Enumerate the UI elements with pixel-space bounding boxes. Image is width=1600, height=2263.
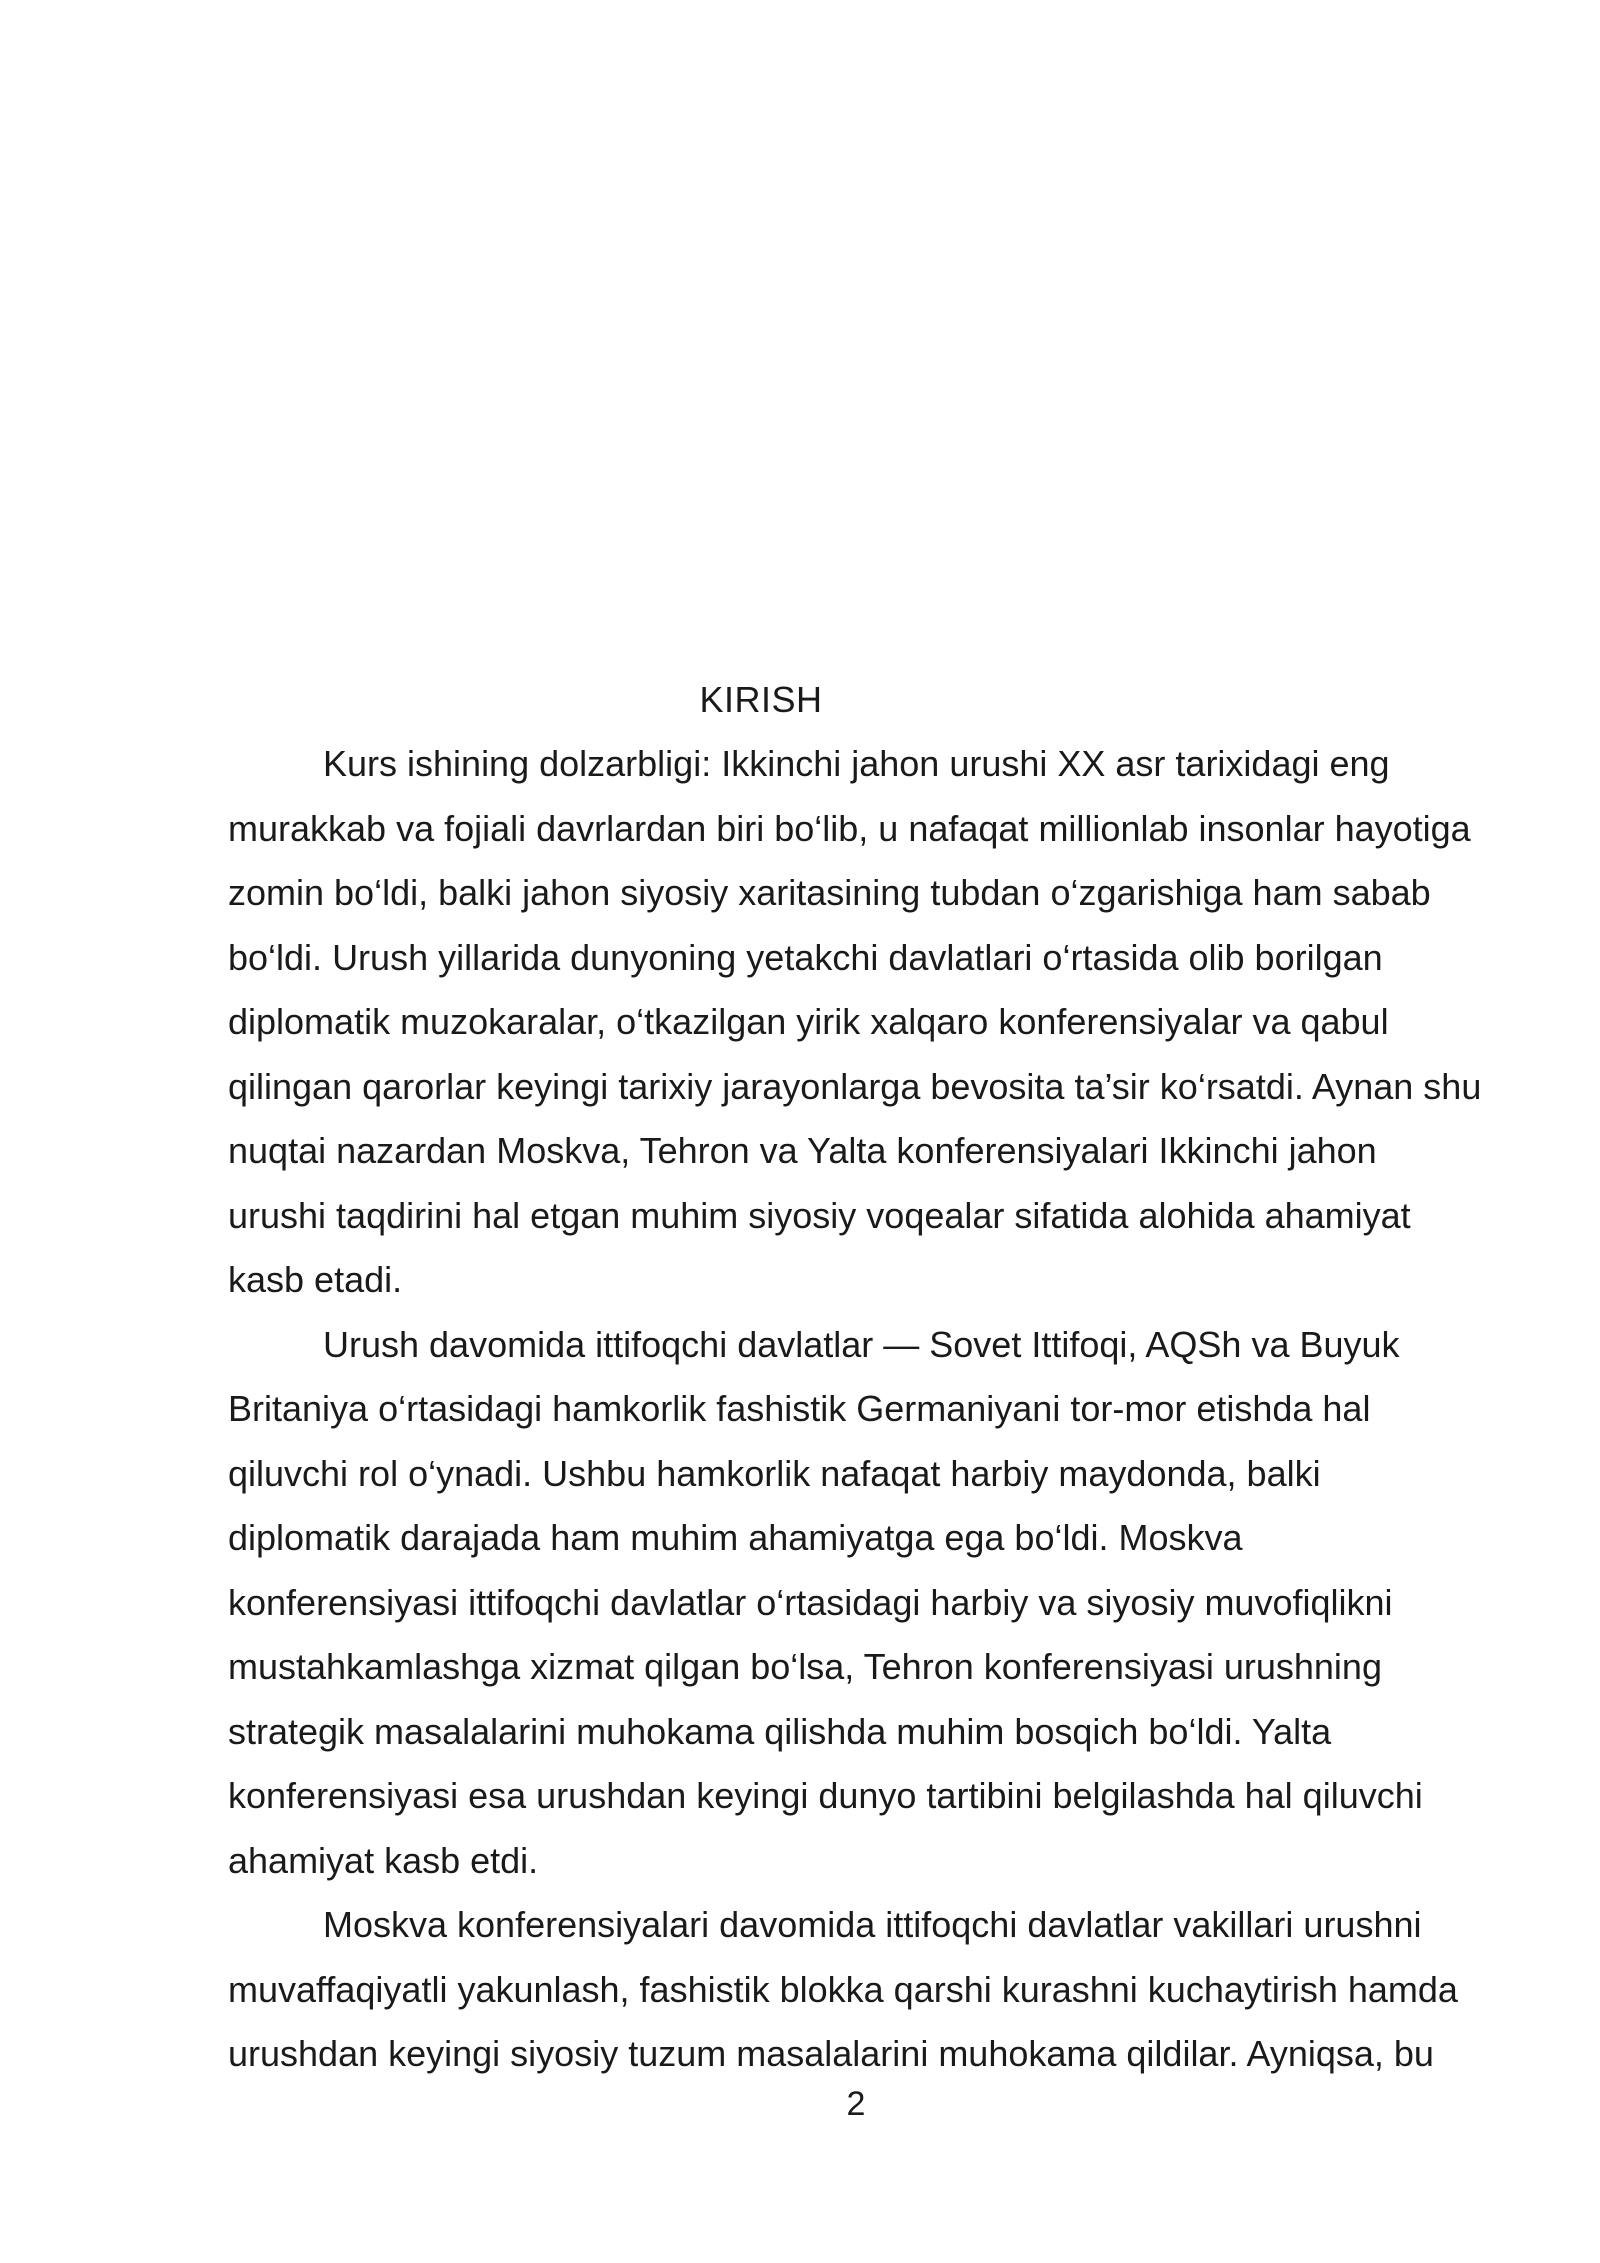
text-line: Moskva konferensiyalari davomida ittifoqchi davlatlar vakillari urushni <box>323 1904 1422 1945</box>
text-line: Britaniya o‘rtasidagi hamkorlik fashistik Germaniyani tor-mor etishda hal <box>228 1388 1371 1429</box>
paragraph-2 <box>228 1313 1490 1894</box>
text-line: murakkab va fojiali davrlardan biri bo‘lib, u nafaqat millionlab insonlar hayotiga <box>228 807 1471 849</box>
text-line: diplomatik darajada ham muhim ahamiyatga ega bo‘ldi. Moskva <box>228 1517 1243 1558</box>
page-number: 2 <box>846 2085 866 2123</box>
text-line: diplomatik muzokaralar, o‘tkazilgan yirik xalqaro konferensiyalar va qabul <box>228 1001 1389 1042</box>
body-text <box>228 732 1490 2087</box>
section-title: KIRISH <box>699 679 823 720</box>
text-line: bo‘ldi. Urush yillarida dunyoning yetakchi davlatlari o‘rtasida olib borilgan <box>228 936 1383 978</box>
text-line: Urush davomida ittifoqchi davlatlar — Sovet Ittifoqi, AQSh va Buyuk <box>323 1323 1400 1365</box>
text-line: ahamiyat kasb etdi. <box>228 1839 539 1881</box>
text-line: urushdan keyingi siyosiy tuzum masalalarini muhokama qildilar. Ayniqsa, bu <box>228 2033 1434 2074</box>
text-line: muvaffaqiyatli yakunlash, fashistik blokka qarshi kurashni kuchaytirish hamda <box>228 1968 1458 2010</box>
text-line: kasb etadi. <box>228 1259 403 1300</box>
paragraph-1 <box>228 732 1490 1313</box>
text-line: konferensiyasi ittifoqchi davlatlar o‘rtasidagi harbiy va siyosiy muvofiqlikni <box>228 1581 1393 1623</box>
text-line: urushi taqdirini hal etgan muhim siyosiy voqealar sifatida alohida ahamiyat <box>228 1194 1411 1236</box>
text-line: qilingan qarorlar keyingi tarixiy jarayonlarga bevosita ta’sir ko‘rsatdi. Aynan shu <box>228 1065 1482 1107</box>
text-line: Kurs ishining dolzarbligi: Ikkinchi jahon urushi XX asr tarixidagi eng <box>323 743 1390 784</box>
text-line: zomin bo‘ldi, balki jahon siyosiy xaritasining tubdan o‘zgarishiga ham sabab <box>228 872 1431 913</box>
text-line: konferensiyasi esa urushdan keyingi dunyo tartibini belgilashda hal qiluvchi <box>228 1775 1423 1816</box>
paragraph-3 <box>228 1893 1490 2087</box>
text-line: mustahkamlashga xizmat qilgan bo‘lsa, Tehron konferensiyasi urushning <box>228 1646 1382 1687</box>
text-line: nuqtai nazardan Moskva, Tehron va Yalta konferensiyalari Ikkinchi jahon <box>228 1130 1377 1171</box>
text-line: strategik masalalarini muhokama qilishda muhim bosqich bo‘ldi. Yalta <box>228 1710 1332 1752</box>
text-line: qiluvchi rol o‘ynadi. Ushbu hamkorlik nafaqat harbiy maydonda, balki <box>228 1452 1321 1494</box>
